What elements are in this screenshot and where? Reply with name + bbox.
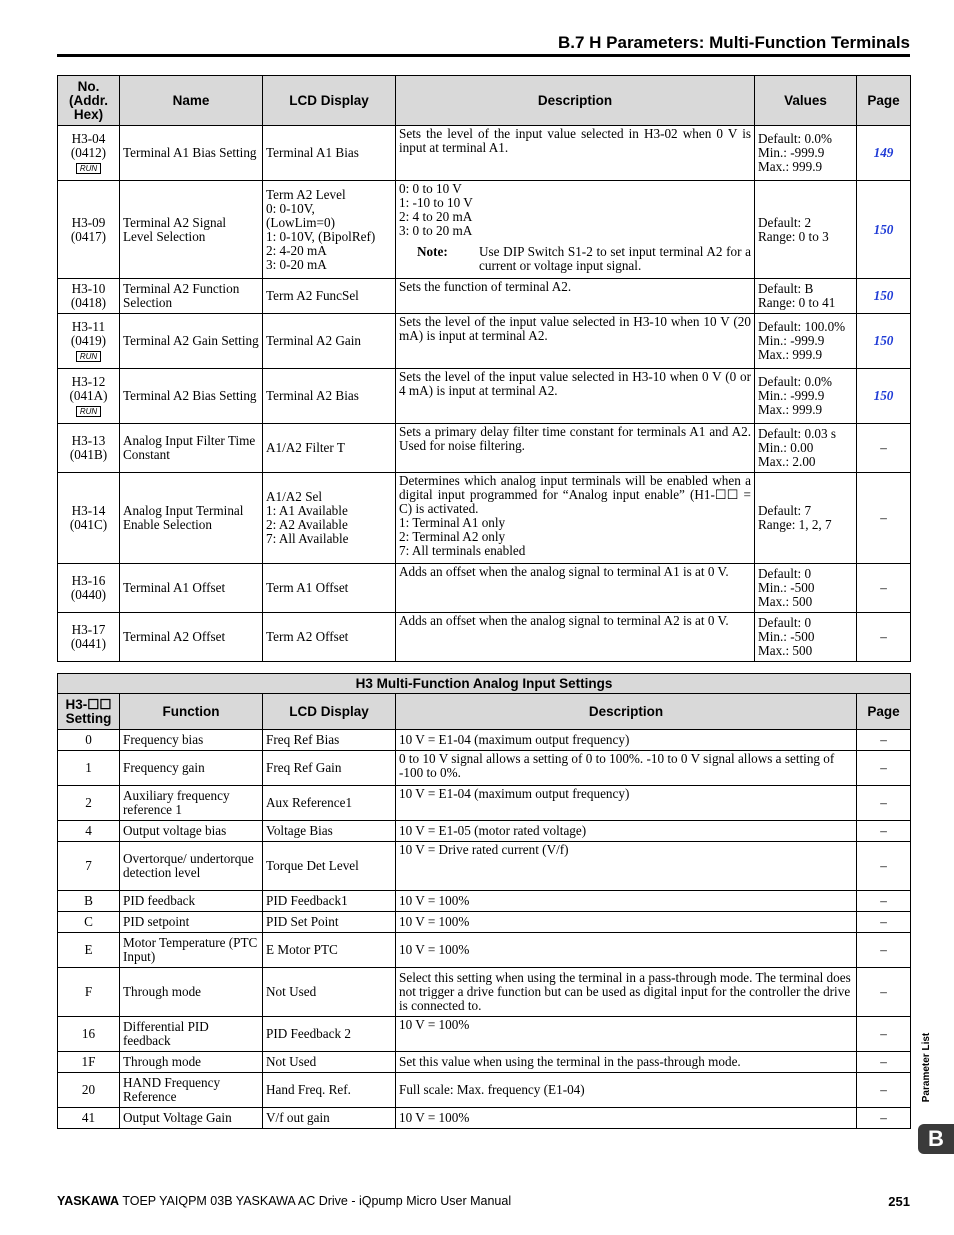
param-number: H3-12 [71, 374, 106, 389]
value-line: Min.: -999.9 [758, 388, 825, 403]
description-line: 3: 0 to 20 mA [399, 223, 473, 238]
footer-page-number: 251 [888, 1194, 910, 1209]
param-name: Terminal A1 Offset [120, 564, 263, 613]
footer-document-info [57, 1194, 511, 1208]
value-line: Default: 0 [758, 566, 812, 581]
run-badge: RUN [76, 351, 101, 362]
page-link[interactable]: 150 [857, 314, 911, 369]
param-values [755, 314, 857, 369]
param-values [755, 424, 857, 473]
lcd-display: Freq Ref Gain [263, 751, 396, 786]
table-header-row [58, 694, 911, 730]
param-address: (0440) [70, 587, 107, 602]
param-number-cell [58, 181, 120, 279]
value-line: Min.: -999.9 [758, 145, 825, 160]
setting-value: 20 [58, 1073, 120, 1108]
page-link[interactable]: 150 [857, 279, 911, 314]
param-name: Terminal A1 Bias Setting [120, 126, 263, 181]
col-header-description: Description [396, 76, 755, 126]
page-section-title: B.7 H Parameters: Multi-Function Terminals [557, 33, 910, 52]
page-ref: – [857, 786, 911, 821]
param-values [755, 279, 857, 314]
lcd-display: Terminal A2 Gain [263, 314, 396, 369]
param-number: H3-09 [71, 214, 106, 230]
page-ref: – [857, 473, 911, 564]
value-line: Default: 0.03 s [758, 426, 837, 441]
lcd-display-line: 2: A2 Available [266, 517, 348, 532]
lcd-display: Freq Ref Bias [263, 730, 396, 751]
param-number: H3-16 [71, 573, 106, 588]
setting-value: 1 [58, 751, 120, 786]
setting-value: 1F [58, 1052, 120, 1073]
lcd-display: E Motor PTC [263, 933, 396, 968]
lcd-display: Term A2 FuncSel [263, 279, 396, 314]
lcd-display-line: 1: 0-10V, (BipolRef) [266, 228, 376, 244]
setting-description: 10 V = 100% [396, 1017, 857, 1052]
param-number: H3-14 [71, 503, 106, 518]
param-address: (041A) [69, 388, 108, 403]
param-number-cell [58, 279, 120, 314]
table-row [58, 891, 911, 912]
function-name: PID feedback [120, 891, 263, 912]
page-ref: – [857, 842, 911, 891]
lcd-display: Voltage Bias [263, 821, 396, 842]
value-line: Max.: 999.9 [758, 159, 823, 174]
param-description: Sets the level of the input value selected in H3-02 when 0 V is input at terminal A1. [396, 126, 755, 181]
lcd-display-line: (LowLim=0) [266, 214, 335, 230]
run-badge: RUN [76, 163, 101, 174]
param-number: H3-10 [71, 281, 106, 296]
param-address: (041C) [69, 517, 108, 532]
param-name: Terminal A2 Gain Setting [120, 314, 263, 369]
table-row [58, 1073, 911, 1108]
setting-value: 2 [58, 786, 120, 821]
setting-value: 0 [58, 730, 120, 751]
description-line: 2: Terminal A2 only [399, 529, 506, 544]
setting-value: B [58, 891, 120, 912]
table-row [58, 968, 911, 1017]
value-line: Min.: -999.9 [758, 333, 825, 348]
function-name: Frequency bias [120, 730, 263, 751]
description-line: 2: 4 to 20 mA [399, 209, 473, 224]
page-ref: – [857, 1017, 911, 1052]
param-values [755, 181, 857, 279]
function-name: PID setpoint [120, 912, 263, 933]
table-row [58, 730, 911, 751]
description-line: Determines which analog input terminals will be enabled when a digital input programmed for “Analog input enable” (H1-☐☐ = C) is activated. [399, 473, 751, 516]
table-title: H3 Multi-Function Analog Input Settings [58, 674, 911, 694]
value-line: Max.: 999.9 [758, 347, 823, 362]
setting-value: 4 [58, 821, 120, 842]
lcd-display: PID Feedback1 [263, 891, 396, 912]
param-description: Adds an offset when the analog signal to terminal A2 is at 0 V. [396, 613, 755, 662]
col-header-lcd: LCD Display [263, 694, 396, 730]
param-name: Analog Input Filter Time Constant [120, 424, 263, 473]
setting-description: 10 V = 100% [396, 891, 857, 912]
param-name: Terminal A2 Offset [120, 613, 263, 662]
lcd-display-line: A1/A2 Sel [266, 489, 323, 504]
page-link[interactable]: 150 [857, 369, 911, 424]
param-values [755, 564, 857, 613]
run-badge: RUN [76, 406, 101, 417]
appendix-tab[interactable]: B [918, 1124, 954, 1154]
value-line: Range: 1, 2, 7 [758, 517, 832, 532]
param-address: (0441) [70, 636, 107, 651]
table-row [58, 933, 911, 968]
table-row [58, 751, 911, 786]
page-link[interactable]: 149 [857, 126, 911, 181]
note-label: Note: [417, 244, 448, 259]
param-number-cell [58, 564, 120, 613]
param-number: H3-11 [71, 319, 106, 334]
page-ref: – [857, 730, 911, 751]
table-row [58, 912, 911, 933]
param-description: Sets the level of the input value selected in H3-10 when 0 V (0 or 4 mA) is input at terminal A2. [396, 369, 755, 424]
page-ref: – [857, 821, 911, 842]
lcd-display-line: 7: All Available [266, 531, 349, 546]
lcd-display: Not Used [263, 1052, 396, 1073]
lcd-display: PID Feedback 2 [263, 1017, 396, 1052]
lcd-display-line: 3: 0-20 mA [266, 256, 327, 272]
setting-value: 41 [58, 1108, 120, 1129]
col-header-function: Function [120, 694, 263, 730]
col-header-no: No. (Addr. Hex) [58, 76, 120, 126]
note [399, 245, 751, 273]
param-description: Sets the level of the input value selected in H3-10 when 10 V (20 mA) is input at terminal A2. [396, 314, 755, 369]
param-address: (041B) [69, 447, 108, 462]
value-line: Max.: 999.9 [758, 402, 823, 417]
param-number: H3-17 [71, 622, 106, 637]
table-row [58, 279, 911, 314]
page-ref: – [857, 751, 911, 786]
table-row [58, 1108, 911, 1129]
function-name: Frequency gain [120, 751, 263, 786]
param-number-cell [58, 424, 120, 473]
lcd-display-line: 1: A1 Available [266, 503, 348, 518]
value-line: Default: B [758, 281, 814, 296]
value-line: Default: 0.0% [758, 131, 832, 146]
col-header-name: Name [120, 76, 263, 126]
param-address: (0412) [70, 145, 107, 160]
value-line: Max.: 2.00 [758, 454, 816, 469]
lcd-display: Term A2 Offset [263, 613, 396, 662]
header-rule [57, 54, 910, 57]
page-ref: – [857, 968, 911, 1017]
value-line: Range: 0 to 3 [758, 228, 829, 244]
table-row [58, 613, 911, 662]
function-name: Differential PID feedback [120, 1017, 263, 1052]
param-values [755, 126, 857, 181]
parameter-table [57, 75, 911, 662]
setting-value: 16 [58, 1017, 120, 1052]
lcd-display: Torque Det Level [263, 842, 396, 891]
lcd-display [263, 181, 396, 279]
param-description [396, 473, 755, 564]
param-number-cell [58, 613, 120, 662]
setting-description: 10 V = E1-04 (maximum output frequency) [396, 786, 857, 821]
lcd-display-line: 0: 0-10V, [266, 200, 315, 216]
col-header-description: Description [396, 694, 857, 730]
setting-description: 10 V = Drive rated current (V/f) [396, 842, 857, 891]
function-name: Overtorque/ undertorque detection level [120, 842, 263, 891]
table-row [58, 369, 911, 424]
setting-description: Set this value when using the terminal in the pass-through mode. [396, 1052, 857, 1073]
table-row [58, 473, 911, 564]
setting-value: E [58, 933, 120, 968]
col-header-values: Values [755, 76, 857, 126]
setting-value: C [58, 912, 120, 933]
param-name: Terminal A2 Bias Setting [120, 369, 263, 424]
value-line: Default: 0.0% [758, 374, 832, 389]
side-section-label: Parameter List [921, 1032, 933, 1103]
table-row [58, 1017, 911, 1052]
description-line: 0: 0 to 10 V [399, 181, 462, 196]
footer-brand: YASKAWA [57, 1194, 120, 1208]
note-text: Use DIP Switch S1-2 to set input terminal A2 for a current or voltage input signal. [479, 244, 751, 273]
description-line: 1: -10 to 10 V [399, 195, 473, 210]
page-ref: – [857, 1052, 911, 1073]
param-description: Adds an offset when the analog signal to terminal A1 is at 0 V. [396, 564, 755, 613]
param-number: H3-04 [71, 131, 106, 146]
page-ref: – [857, 891, 911, 912]
lcd-display: Terminal A2 Bias [263, 369, 396, 424]
table-row [58, 564, 911, 613]
value-line: Min.: -500 [758, 629, 815, 644]
param-name: Terminal A2 Function Selection [120, 279, 263, 314]
setting-description: 10 V = E1-04 (maximum output frequency) [396, 730, 857, 751]
param-description [396, 181, 755, 279]
footer-doc-title: TOEP YAIQPM 03B YASKAWA AC Drive - iQpump Micro User Manual [122, 1194, 512, 1208]
function-name: Output voltage bias [120, 821, 263, 842]
lcd-display: Not Used [263, 968, 396, 1017]
param-number-cell [58, 369, 120, 424]
value-line: Default: 100.0% [758, 319, 846, 334]
function-name: Motor Temperature (PTC Input) [120, 933, 263, 968]
setting-description: 10 V = 100% [396, 912, 857, 933]
page-ref: – [857, 424, 911, 473]
setting-description: 10 V = 100% [396, 1108, 857, 1129]
value-line: Default: 0 [758, 615, 812, 630]
param-values [755, 369, 857, 424]
value-line: Default: 2 [758, 214, 812, 230]
setting-description: Select this setting when using the terminal in a pass-through mode. The terminal does not trigger a drive function but can be used as digital input for the controller the drive is connected to. [396, 968, 857, 1017]
value-line: Min.: 0.00 [758, 440, 814, 455]
page-ref: – [857, 912, 911, 933]
lcd-display-line: Term A2 Level [266, 186, 346, 202]
table-header-row [58, 76, 911, 126]
param-number: H3-13 [71, 433, 106, 448]
function-name: HAND Frequency Reference [120, 1073, 263, 1108]
param-address: (0419) [70, 333, 107, 348]
value-line: Default: 7 [758, 503, 812, 518]
function-name: Output Voltage Gain [120, 1108, 263, 1129]
param-number-cell [58, 126, 120, 181]
page-ref: – [857, 613, 911, 662]
setting-description: Full scale: Max. frequency (E1-04) [396, 1073, 857, 1108]
lcd-display: Aux Reference1 [263, 786, 396, 821]
lcd-display-line: 2: 4-20 mA [266, 242, 327, 258]
lcd-display: Term A1 Offset [263, 564, 396, 613]
lcd-display: V/f out gain [263, 1108, 396, 1129]
col-header-setting: H3-☐☐ Setting [58, 694, 120, 730]
value-line: Min.: -500 [758, 580, 815, 595]
param-name: Analog Input Terminal Enable Selection [120, 473, 263, 564]
value-line: Range: 0 to 41 [758, 295, 836, 310]
lcd-display: Terminal A1 Bias [263, 126, 396, 181]
setting-value: 7 [58, 842, 120, 891]
param-values [755, 613, 857, 662]
param-values [755, 473, 857, 564]
table-row [58, 842, 911, 891]
table-row [58, 821, 911, 842]
table-row [58, 786, 911, 821]
setting-description: 10 V = E1-05 (motor rated voltage) [396, 821, 857, 842]
param-description: Sets the function of terminal A2. [396, 279, 755, 314]
lcd-display: A1/A2 Filter T [263, 424, 396, 473]
setting-value: F [58, 968, 120, 1017]
setting-description: 10 V = 100% [396, 933, 857, 968]
function-name: Auxiliary frequency reference 1 [120, 786, 263, 821]
param-address: (0418) [70, 295, 107, 310]
param-description: Sets a primary delay filter time constant for terminals A1 and A2. Used for noise filtering. [396, 424, 755, 473]
param-address: (0417) [70, 228, 107, 244]
table-row [58, 126, 911, 181]
table-row [58, 314, 911, 369]
function-name: Through mode [120, 968, 263, 1017]
table-row [58, 1052, 911, 1073]
col-header-lcd: LCD Display [263, 76, 396, 126]
page-ref: – [857, 564, 911, 613]
value-line: Max.: 500 [758, 643, 813, 658]
page-ref: – [857, 933, 911, 968]
lcd-display: Hand Freq. Ref. [263, 1073, 396, 1108]
table-row [58, 181, 911, 279]
param-number-cell [58, 314, 120, 369]
col-header-page: Page [857, 694, 911, 730]
table-row [58, 424, 911, 473]
setting-description: 0 to 10 V signal allows a setting of 0 to 100%. -10 to 0 V signal allows a setting of -100 to 0%. [396, 751, 857, 786]
value-line: Max.: 500 [758, 594, 813, 609]
page-link[interactable]: 150 [857, 181, 911, 279]
page-ref: – [857, 1073, 911, 1108]
param-number-cell [58, 473, 120, 564]
lcd-display: PID Set Point [263, 912, 396, 933]
description-line: 1: Terminal A1 only [399, 515, 506, 530]
page-ref: – [857, 1108, 911, 1129]
lcd-display [263, 473, 396, 564]
col-header-page: Page [857, 76, 911, 126]
description-line: 7: All terminals enabled [399, 543, 526, 558]
param-name: Terminal A2 Signal Level Selection [120, 181, 263, 279]
function-name: Through mode [120, 1052, 263, 1073]
analog-input-settings-table [57, 673, 911, 1129]
